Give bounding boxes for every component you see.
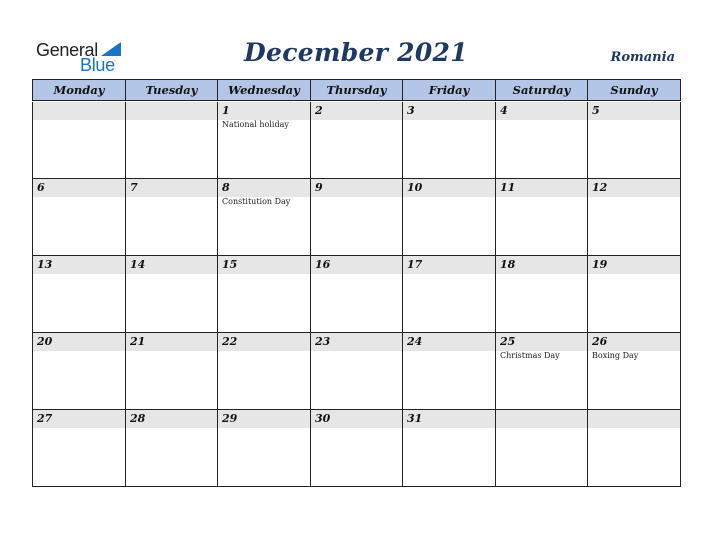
- day-cell: [495, 410, 587, 487]
- day-number: 29: [222, 412, 238, 425]
- day-cell: [587, 102, 681, 179]
- day-cell: [402, 102, 495, 179]
- day-cell: [125, 256, 217, 333]
- day-number: 6: [37, 181, 45, 194]
- day-number: 9: [315, 181, 323, 194]
- weekday-header-row: [32, 79, 681, 102]
- weekday-header-tuesday: Tuesday: [125, 79, 217, 101]
- day-header-band: [311, 179, 402, 197]
- day-cell: [310, 179, 402, 256]
- day-number: 18: [500, 258, 516, 271]
- day-cell: [402, 179, 495, 256]
- weekday-header-thursday: Thursday: [310, 79, 402, 101]
- day-cell: [310, 333, 402, 410]
- day-cell: [32, 333, 125, 410]
- day-header-band: [588, 410, 680, 428]
- weekday-header-monday: Monday: [32, 79, 125, 101]
- day-cell: [32, 102, 125, 179]
- day-cell: [402, 256, 495, 333]
- logo-text-general: General: [36, 40, 98, 60]
- day-number: 11: [500, 181, 516, 194]
- day-number: 20: [37, 335, 53, 348]
- day-cell: [587, 179, 681, 256]
- day-number: 15: [222, 258, 238, 271]
- week-row: [32, 179, 681, 256]
- day-cell: [217, 179, 310, 256]
- country-label: Romania: [610, 50, 675, 65]
- day-cell: [495, 333, 587, 410]
- day-cell: [310, 256, 402, 333]
- day-cell: [587, 256, 681, 333]
- day-cell: [495, 179, 587, 256]
- day-cell: [495, 256, 587, 333]
- holiday-label: Christmas Day: [500, 351, 560, 360]
- day-header-band: [126, 179, 217, 197]
- day-header-band: [403, 102, 495, 120]
- day-number: 30: [315, 412, 331, 425]
- week-row: [32, 333, 681, 410]
- day-number: 22: [222, 335, 238, 348]
- day-header-band: [218, 102, 310, 120]
- day-number: 12: [592, 181, 608, 194]
- calendar-grid: [32, 79, 681, 486]
- day-number: 2: [315, 104, 323, 117]
- day-cell: [587, 410, 681, 487]
- weekday-header-sunday: Sunday: [587, 79, 681, 101]
- day-number: 1: [222, 104, 230, 117]
- week-row: [32, 102, 681, 179]
- day-cell: [402, 410, 495, 487]
- day-number: 7: [130, 181, 138, 194]
- day-number: 14: [130, 258, 146, 271]
- weekday-header-friday: Friday: [402, 79, 495, 101]
- day-number: 5: [592, 104, 600, 117]
- day-number: 3: [407, 104, 415, 117]
- day-number: 21: [130, 335, 146, 348]
- day-cell: [125, 102, 217, 179]
- day-number: 23: [315, 335, 331, 348]
- day-number: 16: [315, 258, 331, 271]
- day-cell: [32, 179, 125, 256]
- day-header-band: [496, 410, 587, 428]
- day-cell: [495, 102, 587, 179]
- day-cell: [310, 102, 402, 179]
- day-number: 8: [222, 181, 230, 194]
- day-cell: [217, 410, 310, 487]
- day-cell: [402, 333, 495, 410]
- day-cell: [125, 179, 217, 256]
- day-cell: [217, 102, 310, 179]
- day-cell: [310, 410, 402, 487]
- day-header-band: [496, 102, 587, 120]
- holiday-label: Boxing Day: [592, 351, 639, 360]
- day-header-band: [218, 179, 310, 197]
- day-number: 4: [500, 104, 508, 117]
- day-header-band: [588, 102, 680, 120]
- week-row: [32, 256, 681, 333]
- day-number: 19: [592, 258, 608, 271]
- day-cell: [217, 256, 310, 333]
- day-cell: [587, 333, 681, 410]
- weekday-header-wednesday: Wednesday: [217, 79, 310, 101]
- day-number: 17: [407, 258, 423, 271]
- day-cell: [125, 333, 217, 410]
- weekday-header-saturday: Saturday: [495, 79, 587, 101]
- page-title: December 2021: [244, 38, 468, 67]
- day-number: 10: [407, 181, 423, 194]
- day-cell: [32, 256, 125, 333]
- week-row: [32, 410, 681, 487]
- day-number: 28: [130, 412, 146, 425]
- day-number: 24: [407, 335, 423, 348]
- day-number: 26: [592, 335, 608, 348]
- day-header-band: [33, 179, 125, 197]
- day-number: 13: [37, 258, 53, 271]
- day-header-band: [33, 102, 125, 120]
- day-header-band: [126, 102, 217, 120]
- logo-text-blue: Blue: [80, 55, 115, 75]
- day-header-band: [311, 102, 402, 120]
- holiday-label: Constitution Day: [222, 197, 291, 206]
- day-number: 31: [407, 412, 423, 425]
- day-number: 25: [500, 335, 516, 348]
- day-cell: [217, 333, 310, 410]
- day-cell: [125, 410, 217, 487]
- day-cell: [32, 410, 125, 487]
- day-number: 27: [37, 412, 53, 425]
- holiday-label: National holiday: [222, 120, 289, 129]
